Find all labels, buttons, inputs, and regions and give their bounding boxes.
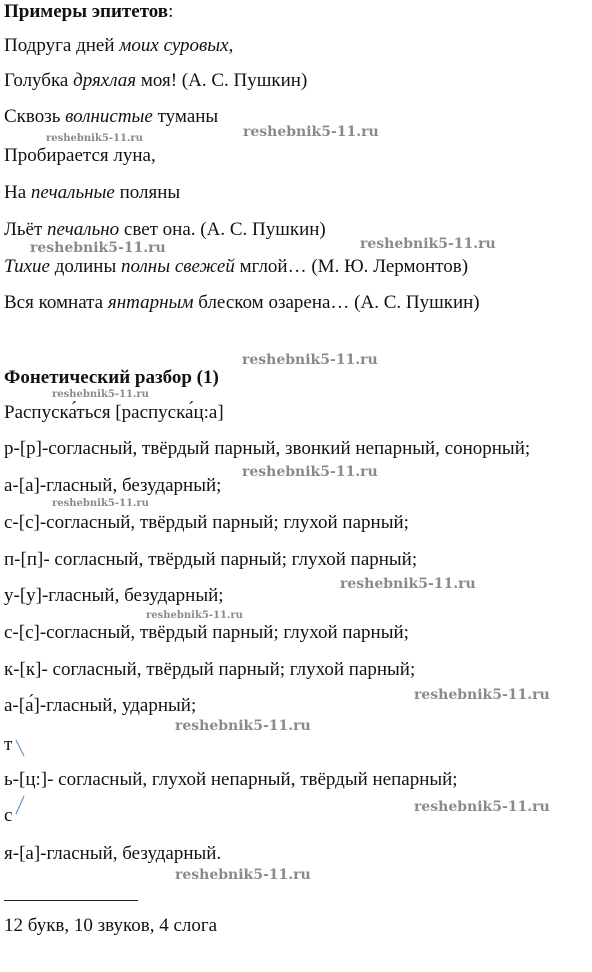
merge-bracket-icon <box>14 738 28 818</box>
line-text: долины <box>49 256 121 277</box>
watermark: reshebnik5-11.ru <box>175 718 311 734</box>
watermark: reshebnik5-11.ru <box>243 124 379 140</box>
line-text: блеском озарена… (А. С. Пушкин) <box>193 292 480 313</box>
watermark: reshebnik5-11.ru <box>46 133 143 144</box>
epithet-word: моих суровых <box>119 35 229 56</box>
line-text: свет она. (А. С. Пушкин) <box>119 219 326 240</box>
epithet-line <box>4 219 326 241</box>
line-text: На <box>4 182 31 203</box>
line-text: Вся комната <box>4 292 108 313</box>
line-text: мглой… (М. Ю. Лермонтов) <box>234 256 469 277</box>
line-text: моя! (А. С. Пушкин) <box>136 70 308 91</box>
epithet-word: полны свежей <box>120 256 235 277</box>
epithet-word: янтарным <box>107 292 194 313</box>
letter-line: ь-[ц:]- согласный, глухой непарный, твёрдый непарный; <box>4 769 458 790</box>
watermark: reshebnik5-11.ru <box>175 867 311 883</box>
heading-text: Примеры эпитетов <box>4 1 169 22</box>
letter-line: р-[р]-согласный, твёрдый парный, звонкий непарный, сонорный; <box>4 438 531 459</box>
watermark: reshebnik5-11.ru <box>30 240 166 256</box>
letter-line: я-[а]-гласный, безударный. <box>4 843 222 864</box>
phonetic-heading: Фонетический разбор (1) <box>4 367 219 388</box>
epithets-heading <box>4 1 173 23</box>
watermark: reshebnik5-11.ru <box>414 799 550 815</box>
watermark: reshebnik5-11.ru <box>360 236 496 252</box>
epithet-line <box>4 256 468 278</box>
word-transcription: Распуска́ться [распуска́ц:а] <box>4 402 224 423</box>
letter-line: п-[п]- согласный, твёрдый парный; глухой парный; <box>4 549 418 570</box>
letter-line: у-[у]-гласный, безударный; <box>4 585 224 606</box>
summary-text: 12 букв, 10 звуков, 4 слога <box>4 915 218 936</box>
epithet-line <box>4 292 480 314</box>
line-text: Льёт <box>4 219 48 240</box>
epithet-word: Тихие <box>4 256 50 277</box>
epithet-word: дряхлая <box>73 70 137 91</box>
line-text: Голубка <box>4 70 74 91</box>
epithet-word: печально <box>47 219 120 240</box>
letter-line: с-[с]-согласный, твёрдый парный; глухой парный; <box>4 622 409 643</box>
watermark: reshebnik5-11.ru <box>414 687 550 703</box>
separator-line <box>4 900 138 901</box>
epithet-line <box>4 35 233 57</box>
line-text: Подруга дней <box>4 35 120 56</box>
letter-line: т <box>4 734 13 755</box>
line-text: Пробирается луна, <box>4 145 156 166</box>
letter-line: к-[к]- согласный, твёрдый парный; глухой парный; <box>4 659 416 680</box>
letter-line: а-[а]-гласный, безударный; <box>4 475 222 496</box>
heading-colon: : <box>168 1 174 22</box>
epithet-line <box>4 182 180 204</box>
line-text: , <box>228 35 234 56</box>
watermark: reshebnik5-11.ru <box>242 464 378 480</box>
letter-line: а-[а́]-гласный, ударный; <box>4 695 197 716</box>
watermark: reshebnik5-11.ru <box>52 389 149 400</box>
line-text: Сквозь <box>4 106 66 127</box>
epithet-word: волнистые <box>65 106 153 127</box>
epithet-line <box>4 106 218 128</box>
letter-line: с-[с]-согласный, твёрдый парный; глухой парный; <box>4 512 409 533</box>
letter-line: с <box>4 805 13 826</box>
epithet-line <box>4 70 307 92</box>
line-text: туманы <box>152 106 219 127</box>
watermark: reshebnik5-11.ru <box>146 610 243 621</box>
watermark: reshebnik5-11.ru <box>52 498 149 509</box>
watermark: reshebnik5-11.ru <box>340 576 476 592</box>
watermark: reshebnik5-11.ru <box>242 352 378 368</box>
line-text: поляны <box>114 182 181 203</box>
epithet-line <box>4 145 156 167</box>
epithet-word: печальные <box>30 182 115 203</box>
